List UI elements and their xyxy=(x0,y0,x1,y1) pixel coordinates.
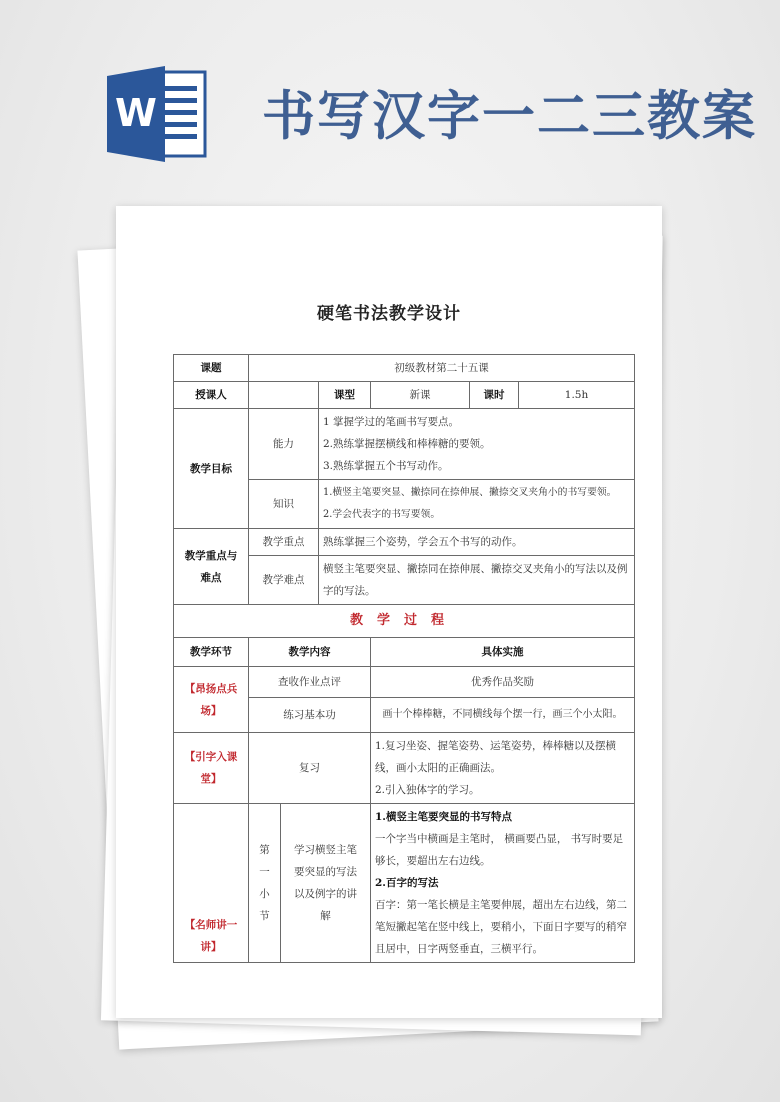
stage2-detail-item: 1.复习坐姿、握笔姿势、运笔姿势，棒棒糖以及摆横线，画小太阳的正确画法。 xyxy=(375,740,617,774)
stage3-details xyxy=(371,804,635,963)
stage1-content: 练习基本功 xyxy=(249,698,371,733)
ability-label: 能力 xyxy=(249,409,319,480)
word-document-icon xyxy=(107,66,207,162)
table-row xyxy=(174,605,635,638)
stage3-content: 学习横竖主笔要突显的写法以及例字的讲解 xyxy=(281,804,371,963)
table-row xyxy=(174,638,635,667)
ability-items xyxy=(319,409,635,480)
lesson-table xyxy=(173,354,635,963)
stage1-detail: 优秀作品奖励 xyxy=(371,667,635,698)
focus-label-line2: 难点 xyxy=(200,571,222,584)
topic-label: 课题 xyxy=(174,355,249,382)
stage3-section: 第一小节 xyxy=(249,804,281,963)
knowledge-item: 2.学会代表字的书写要领。 xyxy=(323,509,441,520)
stage3-paragraph-1: 一个字当中横画是主笔时， 横画要凸显， 书写时要足够长，要超出左右边线。 xyxy=(375,833,624,867)
stage1-content: 查收作业点评 xyxy=(249,667,371,698)
stage2-details xyxy=(371,733,635,804)
stage1-label: 【昂扬点兵场】 xyxy=(174,667,249,733)
teacher-value xyxy=(249,382,319,409)
stage2-label: 【引字入课堂】 xyxy=(174,733,249,804)
stage3-paragraph-2: 百字：第一笔长横是主笔要伸展，超出左右边线，第二笔短撇起笔在竖中线上，要稍小，下面日字要写的稍窄且居中，日字两竖垂直，三横平行。 xyxy=(375,899,627,955)
knowledge-items xyxy=(319,480,635,529)
table-row xyxy=(174,529,635,556)
table-row xyxy=(174,409,635,480)
focus-label-line1: 教学重点与 xyxy=(184,549,238,562)
word-icon-letter: W xyxy=(115,91,157,135)
ability-item: 1 掌握学过的笔画书写要点。 xyxy=(323,416,460,428)
col-stage-header: 教学环节 xyxy=(174,638,249,667)
stage2-detail-item: 2.引入独体字的学习。 xyxy=(375,784,480,796)
key-point-label: 教学重点 xyxy=(249,529,319,556)
table-row xyxy=(174,804,635,963)
ability-item: 3.熟练掌握五个书写动作。 xyxy=(323,460,449,472)
knowledge-label: 知识 xyxy=(249,480,319,529)
process-heading: 教学过程 xyxy=(174,605,635,638)
hours-label: 课时 xyxy=(470,382,519,409)
stage3-label: 【名师讲一讲】 xyxy=(174,804,249,963)
table-row xyxy=(174,382,635,409)
goals-label: 教学目标 xyxy=(174,409,249,529)
document-page xyxy=(116,206,662,1018)
ability-item: 2.熟练掌握摆横线和棒棒糖的要领。 xyxy=(323,438,491,450)
stage3-heading-2: 2.百字的写法 xyxy=(375,877,439,889)
type-label: 课型 xyxy=(319,382,371,409)
teacher-label: 授课人 xyxy=(174,382,249,409)
col-detail-header: 具体实施 xyxy=(371,638,635,667)
focus-label xyxy=(174,529,249,605)
table-row xyxy=(174,733,635,804)
difficulty-label: 教学难点 xyxy=(249,556,319,605)
hours-value: 1.5h xyxy=(519,382,635,409)
table-row xyxy=(174,355,635,382)
col-content-header: 教学内容 xyxy=(249,638,371,667)
topic-value: 初级教材第二十五课 xyxy=(249,355,635,382)
stage1-detail: 画十个棒棒糖，不同横线每个摆一行，画三个小太阳。 xyxy=(371,698,635,733)
table-row xyxy=(174,667,635,698)
stage2-content: 复习 xyxy=(249,733,371,804)
stage3-heading-1: 1.横竖主笔要突显的书写特点 xyxy=(375,811,512,823)
type-value: 新课 xyxy=(371,382,470,409)
key-point-value: 熟练掌握三个姿势，学会五个书写的动作。 xyxy=(319,529,635,556)
knowledge-item: 1.横竖主笔要突显、撇捺同在捺伸展、撇捺交叉夹角小的书写要领。 xyxy=(323,487,617,498)
difficulty-value: 横竖主笔要突显、撇捺同在捺伸展、撇捺交叉夹角小的写法以及例字的写法。 xyxy=(319,556,635,605)
page-title: 书写汉字一二三教案 xyxy=(262,85,757,147)
document-title: 硬笔书法教学设计 xyxy=(317,304,461,324)
